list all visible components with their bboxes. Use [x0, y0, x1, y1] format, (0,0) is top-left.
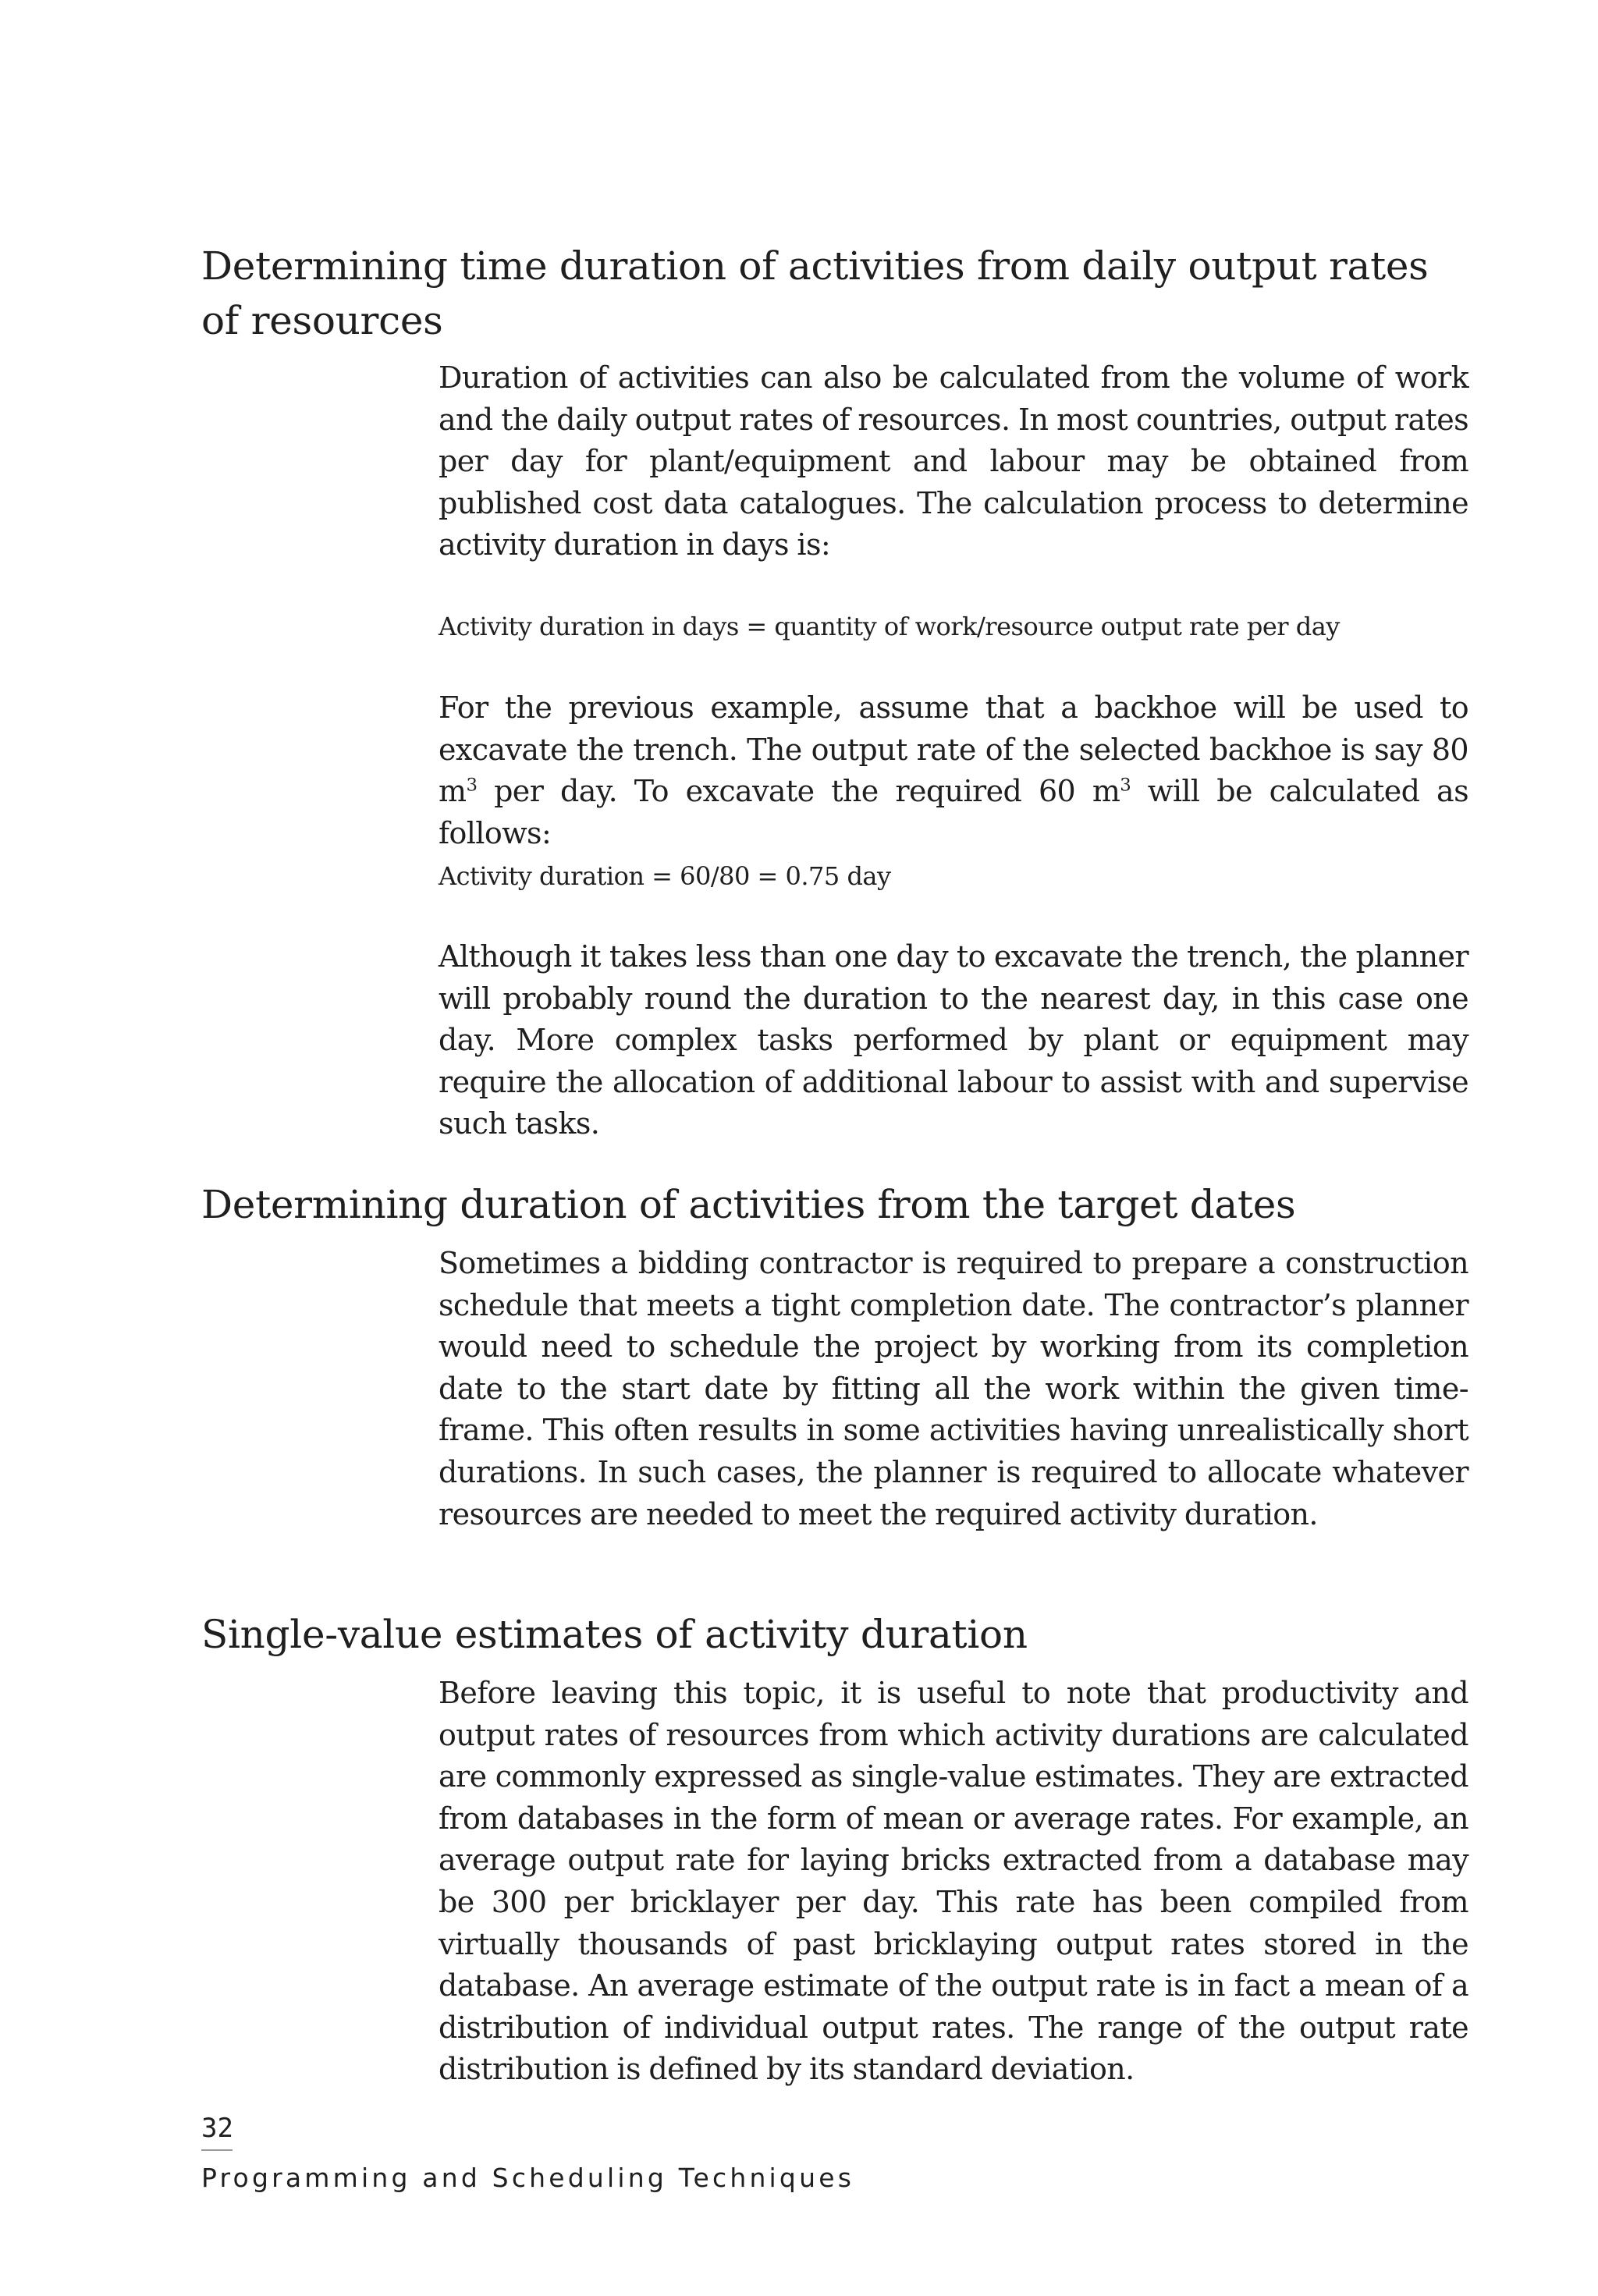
- section-heading-target-dates: Determining duration of activities from the target dates: [201, 1182, 1296, 1227]
- example-formula: Activity duration = 60/80 = 0.75 day: [439, 861, 891, 891]
- footer-divider: [201, 2149, 233, 2151]
- section-heading-single-value: Single-value estimates of activity duration: [201, 1612, 1028, 1657]
- duration-formula: Activity duration in days = quantity of work/resource output rate per day: [439, 612, 1340, 641]
- running-footer-title: Programming and Scheduling Techniques: [201, 2163, 855, 2193]
- superscript-cubed-1: 3: [466, 775, 478, 796]
- section-heading-output-rates: [201, 239, 1481, 348]
- superscript-cubed-2: 3: [1120, 775, 1131, 796]
- intro-paragraph: Duration of activities can also be calculated from the volume of work and the daily output rates of resources. In most countries, output rates per day for plant/equipment and labour may be obtained from published cost data catalogues. The calculation process to determine activity duration in days is:: [439, 360, 1468, 562]
- example-text-part-1: For the previous example, assume that a backhoe will be used to excavate the trench. The output rate of the selected backhoe is say 80 m: [439, 690, 1468, 809]
- target-dates-paragraph: Sometimes a bidding contractor is required to prepare a construction schedule that meets a tight completion date. The contractor’s planner would need to schedule the project by working from its completion date to the start date by fitting all the work within the given time-frame. This often results in some activities having unrealistically short durations. In such cases, the planner is required to allocate whatever resources are needed to meet the required activity duration.: [439, 1246, 1468, 1531]
- section-heading-line-2: of resources: [201, 298, 443, 343]
- single-value-paragraph: Before leaving this topic, it is useful to note that productivity and output rates of resources from which activity durations are calculated are commonly expressed as single-value estimates. They are extracted from databases in the form of mean or average rates. For example, an average output rate for laying bricks extracted from a database may be 300 per bricklayer per day. This rate has been compiled from virtually thousands of past bricklaying output rates stored in the database. An average estimate of the output rate is in fact a mean of a distribution of individual output rates. The range of the output rate distribution is defined by its standard deviation.: [439, 1676, 1468, 2087]
- example-text-part-3: will be calculated as follows:: [439, 774, 1468, 850]
- page-number: 32: [201, 2113, 233, 2144]
- example-text-part-2: per day. To excavate the required 60 m: [477, 774, 1120, 809]
- section-heading-line-1: Determining time duration of activities from daily output rates: [201, 243, 1429, 289]
- closing-paragraph: Although it takes less than one day to excavate the trench, the planner will probably round the duration to the nearest day, in this case one day. More complex tasks performed by plant or equipment may require the allocation of additional labour to assist with and supervise such tasks.: [439, 939, 1468, 1141]
- example-paragraph: [439, 687, 1468, 854]
